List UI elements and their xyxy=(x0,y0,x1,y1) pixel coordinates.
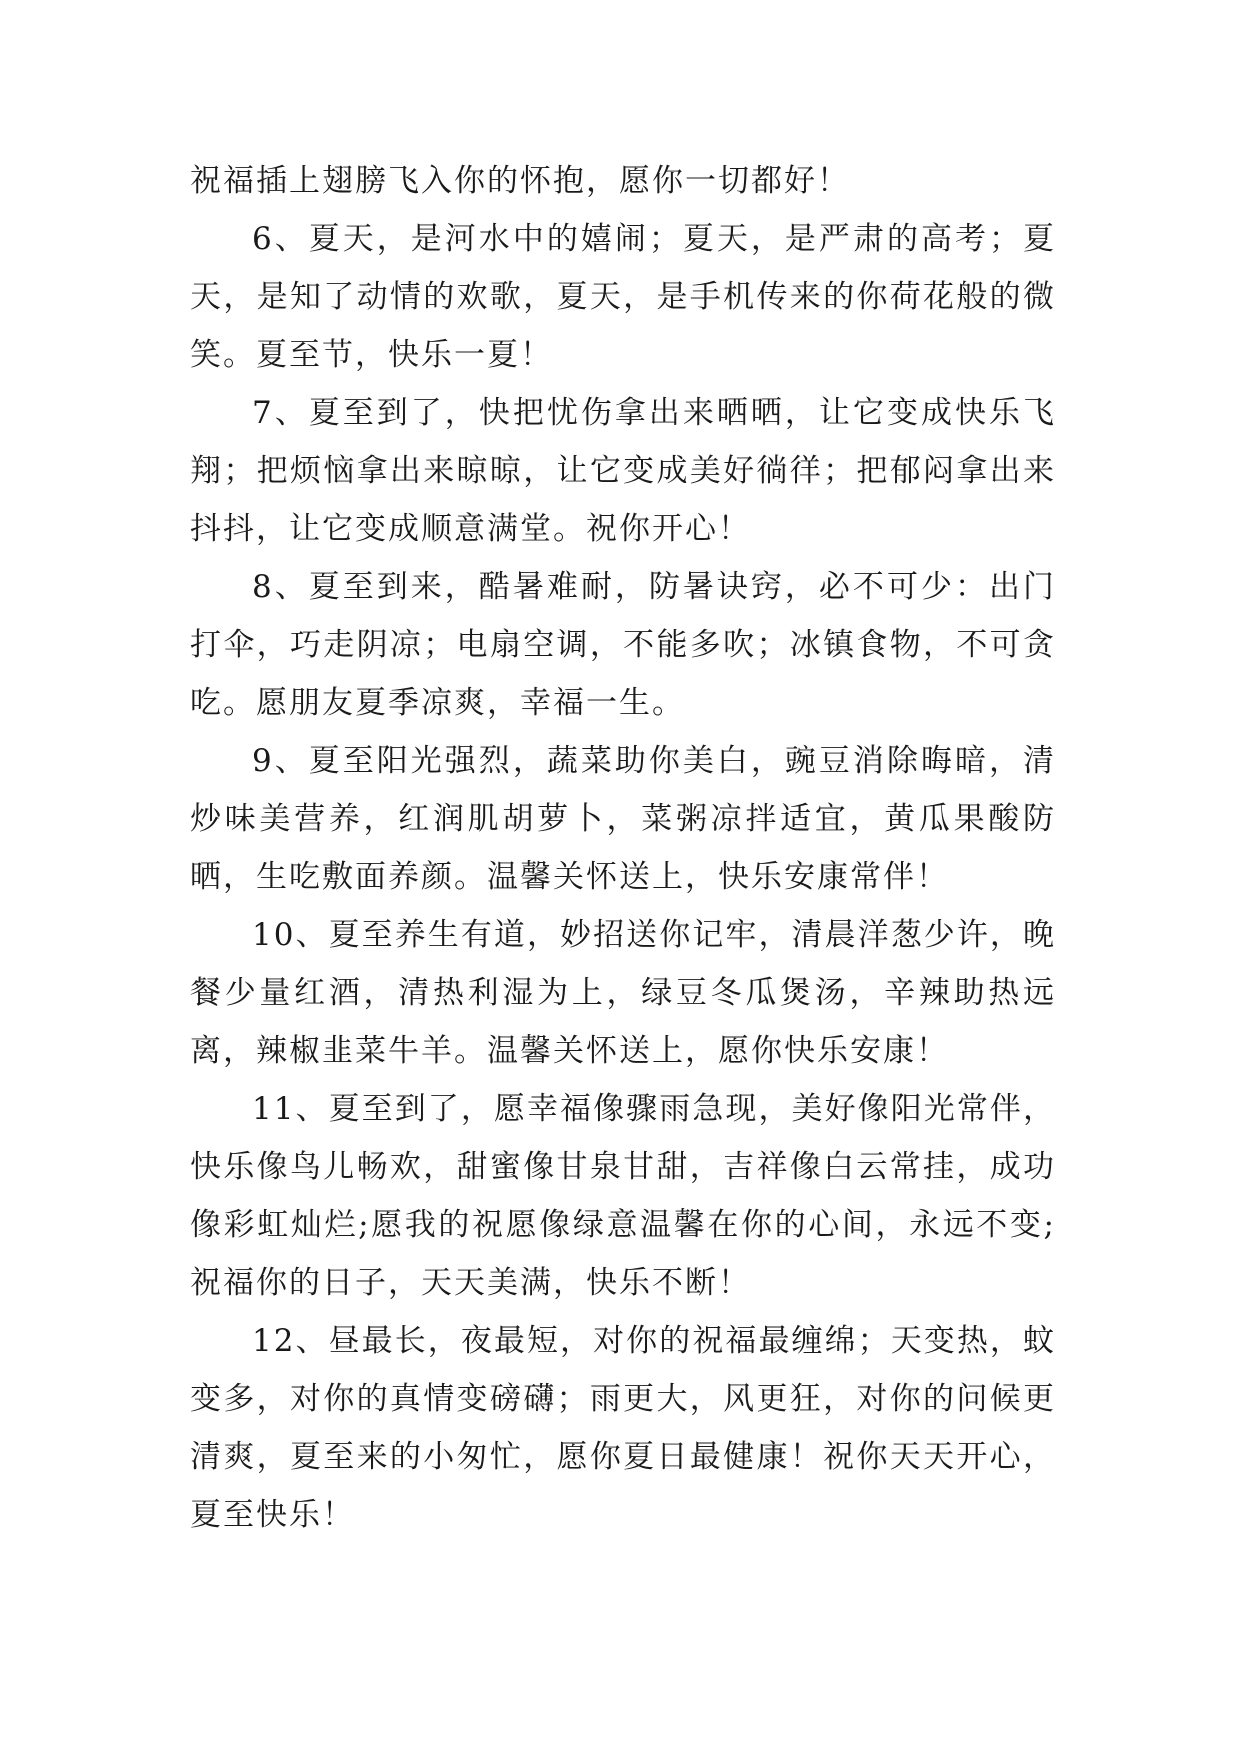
paragraph-item-7: 7、夏至到了，快把忧伤拿出来晒晒，让它变成快乐飞翔；把烦恼拿出来晾晾，让它变成美好徜徉；把郁闷拿出来抖抖，让它变成顺意满堂。祝你开心！ xyxy=(190,395,1056,547)
paragraph-item-9: 9、夏至阳光强烈，蔬菜助你美白，豌豆消除晦暗，清炒味美营养，红润肌胡萝卜，菜粥凉拌适宜，黄瓜果酸防晒，生吃敷面养颜。温馨关怀送上，快乐安康常伴！ xyxy=(190,743,1056,895)
document-body xyxy=(190,152,1056,1544)
paragraph-item-11: 11、夏至到了，愿幸福像骤雨急现，美好像阳光常伴，快乐像鸟儿畅欢，甜蜜像甘泉甘甜，吉祥像白云常挂，成功像彩虹灿烂;愿我的祝愿像绿意温馨在你的心间，永远不变;祝福你的日子，天天美满，快乐不断！ xyxy=(190,1091,1056,1301)
paragraph-item-12: 12、昼最长，夜最短，对你的祝福最缠绵；天变热，蚊变多，对你的真情变磅礴；雨更大，风更狂，对你的问候更清爽，夏至来的小匆忙，愿你夏日最健康！祝你天天开心，夏至快乐！ xyxy=(190,1323,1056,1533)
paragraph-continuation: 祝福插上翅膀飞入你的怀抱，愿你一切都好！ xyxy=(190,163,850,199)
paragraph-item-10: 10、夏至养生有道，妙招送你记牢，清晨洋葱少许，晚餐少量红酒，清热利湿为上，绿豆冬瓜煲汤，辛辣助热远离，辣椒韭菜牛羊。温馨关怀送上，愿你快乐安康！ xyxy=(190,917,1056,1069)
paragraph-item-6: 6、夏天，是河水中的嬉闹；夏天，是严肃的高考；夏天，是知了动情的欢歌，夏天，是手机传来的你荷花般的微笑。夏至节，快乐一夏！ xyxy=(190,221,1056,373)
paragraph-item-8: 8、夏至到来，酷暑难耐，防暑诀窍，必不可少：出门打伞，巧走阴凉；电扇空调，不能多吹；冰镇食物，不可贪吃。愿朋友夏季凉爽，幸福一生。 xyxy=(190,569,1056,721)
